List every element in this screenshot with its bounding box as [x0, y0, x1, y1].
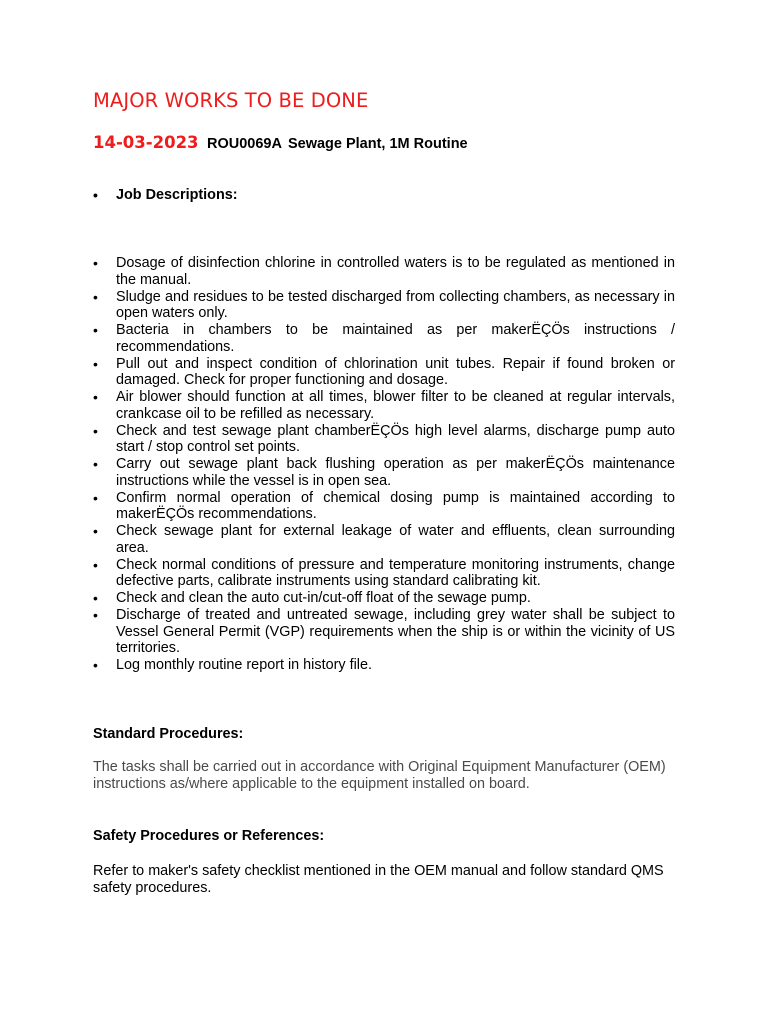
job-list-item [93, 255, 675, 289]
bullet-icon: • [93, 556, 98, 573]
routine-code: ROU0069A [207, 136, 282, 152]
bullet-icon: • [93, 606, 98, 623]
bullet-icon: • [93, 456, 98, 472]
page-title: MAJOR WORKS TO BE DONE [93, 89, 369, 112]
standard-procedures-heading: Standard Procedures: [93, 726, 244, 742]
job-item-text: Sludge and residues to be tested discharged from collecting chambers, as necessary in open waters only. [116, 288, 675, 322]
job-list-item [93, 456, 675, 490]
routine-subtitle [93, 133, 468, 153]
bullet-icon: • [93, 422, 98, 439]
job-item-text: Confirm normal operation of chemical dosing pump is maintained according to makerËÇÖs recommendations. [116, 489, 675, 523]
job-item-text: Carry out sewage plant back flushing operation as per makerËÇÖs maintenance instructions while the vessel is in open sea. [116, 456, 675, 489]
bullet-icon: • [93, 657, 98, 673]
bullet-icon: • [93, 288, 98, 305]
job-item-text: Log monthly routine report in history file. [116, 657, 372, 673]
job-item-text: Discharge of treated and untreated sewage, including grey water shall be subject to Vessel General Permit (VGP) requirements when the ship is or within the vicinity of US territories. [116, 606, 675, 657]
job-descriptions-heading [93, 187, 675, 204]
job-list-item [93, 423, 675, 457]
bullet-icon: • [93, 523, 98, 539]
job-list-item [93, 523, 675, 557]
job-list-item [93, 657, 675, 674]
safety-procedures-heading: Safety Procedures or References: [93, 828, 325, 844]
job-item-text: Check and clean the auto cut-in/cut-off float of the sewage pump. [116, 590, 531, 606]
bullet-icon: • [93, 389, 98, 405]
bullet-icon: • [93, 322, 98, 338]
job-list-item [93, 322, 675, 356]
job-list-item [93, 607, 675, 657]
job-item-text: Check sewage plant for external leakage of water and effluents, clean surrounding area. [116, 523, 675, 556]
job-list-item [93, 356, 675, 390]
safety-procedures-text: Refer to maker's safety checklist mentioned in the OEM manual and follow standard QMS safety procedures. [93, 863, 664, 896]
job-item-text: Air blower should function at all times, blower filter to be cleaned at regular intervals, crankcase oil to be refilled as necessary. [116, 389, 675, 422]
job-list-item [93, 490, 675, 524]
job-list-item [93, 557, 675, 591]
job-item-text: Bacteria in chambers to be maintained as per makerËÇÖs instructions / recommendations. [116, 322, 675, 355]
routine-description: Sewage Plant, 1M Routine [287, 136, 468, 152]
bullet-icon: • [93, 590, 98, 606]
job-descriptions-label: Job Descriptions: [116, 187, 238, 203]
bullet-icon: • [93, 355, 98, 372]
job-list-item [93, 590, 675, 607]
job-item-text: Check and test sewage plant chamberËÇÖs high level alarms, discharge pump auto start / stop control set points. [116, 422, 675, 456]
job-list-item [93, 289, 675, 323]
job-list-item [93, 389, 675, 423]
job-item-text: Check normal conditions of pressure and temperature monitoring instruments, change defective parts, calibrate instruments using standard calibrating kit. [116, 556, 675, 590]
standard-procedures-text: The tasks shall be carried out in accordance with Original Equipment Manufacturer (OEM) instructions as/where applicable to the equipment installed on board. [93, 759, 666, 792]
job-list [93, 255, 675, 674]
bullet-icon: • [93, 489, 98, 506]
bullet-icon: • [93, 255, 98, 271]
job-item-text: Dosage of disinfection chlorine in controlled waters is to be regulated as mentioned in the manual. [116, 255, 675, 288]
routine-date: 14-03-2023 [93, 133, 199, 152]
bullet-icon: • [93, 187, 98, 203]
job-item-text: Pull out and inspect condition of chlorination unit tubes. Repair if found broken or damaged. Check for proper functioning and dosage. [116, 355, 675, 389]
